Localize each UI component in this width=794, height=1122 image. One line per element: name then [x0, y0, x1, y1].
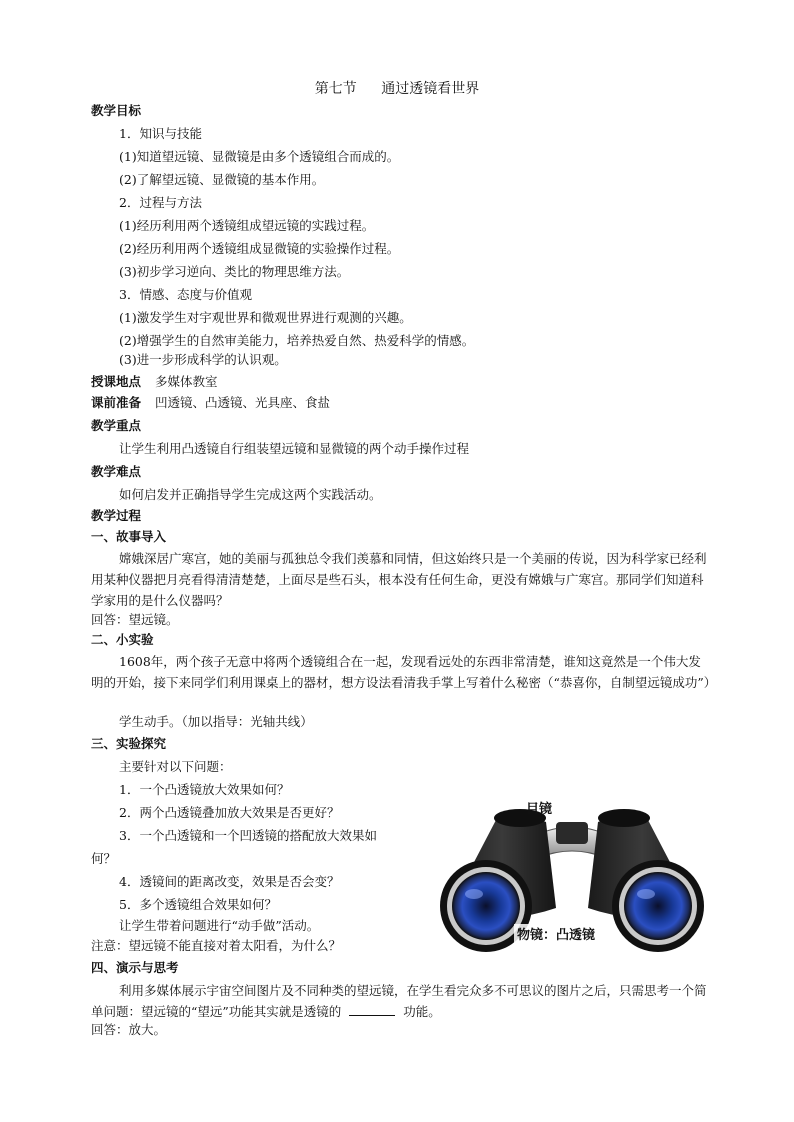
objective-lens-label: 物镜：凸透镜 [514, 924, 598, 943]
prep-row [91, 395, 330, 411]
story-answer: 回答：望远镜。 [91, 612, 179, 627]
objective-section-1: 1．知识与技能 [119, 126, 202, 141]
prep-value: 凹透镜、凸透镜、光具座、食盐 [155, 395, 331, 410]
question-item: 3．一个凸透镜和一个凹透镜的搭配放大效果如 [119, 828, 377, 843]
objective-item: (1)激发学生对宇观世界和微观世界进行观测的兴趣。 [119, 310, 412, 325]
experiment-heading: 二、小实验 [91, 632, 154, 647]
inquiry-task: 让学生带着问题进行“动手做”活动。 [119, 918, 320, 933]
location-row [91, 374, 218, 390]
experiment-note: 学生动手。（加以指导：光轴共线） [119, 714, 313, 729]
demo-text: 利用多媒体展示宇宙空间图片及不同种类的望远镜，在学生看完众多不可思议的图片之后，只需思考一个简单问题：望远镜的“望远”功能其实就是透镜的 [91, 983, 707, 1019]
objective-section-2: 2．过程与方法 [119, 195, 202, 210]
keypoint-text: 让学生利用凸透镜自行组装望远镜和显微镜的两个动手操作过程 [119, 441, 470, 456]
page-title [0, 78, 794, 98]
story-paragraph: 嫦娥深居广寒宫，她的美丽与孤独总令我们羡慕和同情，但这始终只是一个美丽的传说，因为科学家已经利用某种仪器把月亮看得清清楚楚，上面尽是些石头，根本没有任何生命，更没有嫦娥与广寒宫。那同学们知道科学家用的是什么仪器吗？ [91, 551, 707, 608]
keypoint-heading: 教学重点 [91, 418, 142, 433]
experiment-paragraph: 1608年，两个孩子无意中将两个透镜组合在一起，发现看远处的东西非常清楚，谁知这竟然是一个伟大发明的开始，接下来同学们利用课桌上的器材，想方设法看清我手掌上写着什么秘密（“恭喜你，自制望远镜成功”） [91, 654, 717, 690]
objective-item: (2)增强学生的自然审美能力，培养热爱自然、热爱科学的情感。 [119, 333, 475, 348]
story-heading: 一、故事导入 [91, 529, 167, 544]
objective-item: (3)进一步形成科学的认识观。 [119, 352, 287, 367]
demo-answer: 回答：放大。 [91, 1022, 167, 1037]
inquiry-note: 注意：望远镜不能直接对着太阳看，为什么？ [91, 938, 342, 953]
demo-heading: 四、演示与思考 [91, 960, 179, 975]
prep-label: 课前准备 [91, 395, 142, 410]
objective-section-3: 3．情感、态度与价值观 [119, 287, 252, 302]
question-item-continued: 何？ [91, 851, 117, 866]
eyepiece-label: 目镜 [526, 802, 553, 817]
demo-text-end: 功能。 [403, 1004, 441, 1019]
location-label: 授课地点 [91, 374, 142, 389]
question-item: 5．多个透镜组合效果如何？ [119, 897, 277, 912]
objective-item: (1)知道望远镜、显微镜是由多个透镜组合而成的。 [119, 149, 400, 164]
section-number: 第七节 [314, 81, 357, 97]
inquiry-intro: 主要针对以下问题： [119, 759, 232, 774]
objective-item: (1)经历利用两个透镜组成望远镜的实践过程。 [119, 218, 375, 233]
objective-item: (2)经历利用两个透镜组成显微镜的实验操作过程。 [119, 241, 400, 256]
question-item: 4．透镜间的距离改变，效果是否会变？ [119, 874, 340, 889]
difficulty-text: 如何启发并正确指导学生完成这两个实践活动。 [119, 487, 382, 502]
process-heading: 教学过程 [91, 508, 142, 523]
fill-blank [349, 1003, 395, 1016]
inquiry-heading: 三、实验探究 [91, 736, 167, 751]
demo-paragraph [91, 980, 713, 1022]
difficulty-heading: 教学难点 [91, 464, 142, 479]
question-item: 1．一个凸透镜放大效果如何？ [119, 782, 290, 797]
objective-item: (3)初步学习逆向、类比的物理思维方法。 [119, 264, 350, 279]
objectives-heading: 教学目标 [91, 103, 142, 118]
binoculars-figure [434, 796, 710, 954]
location-value: 多媒体教室 [155, 374, 218, 389]
objective-item: (2)了解望远镜、显微镜的基本作用。 [119, 172, 325, 187]
question-item: 2．两个凸透镜叠加放大效果是否更好？ [119, 805, 340, 820]
section-title: 通过透镜看世界 [381, 81, 480, 97]
